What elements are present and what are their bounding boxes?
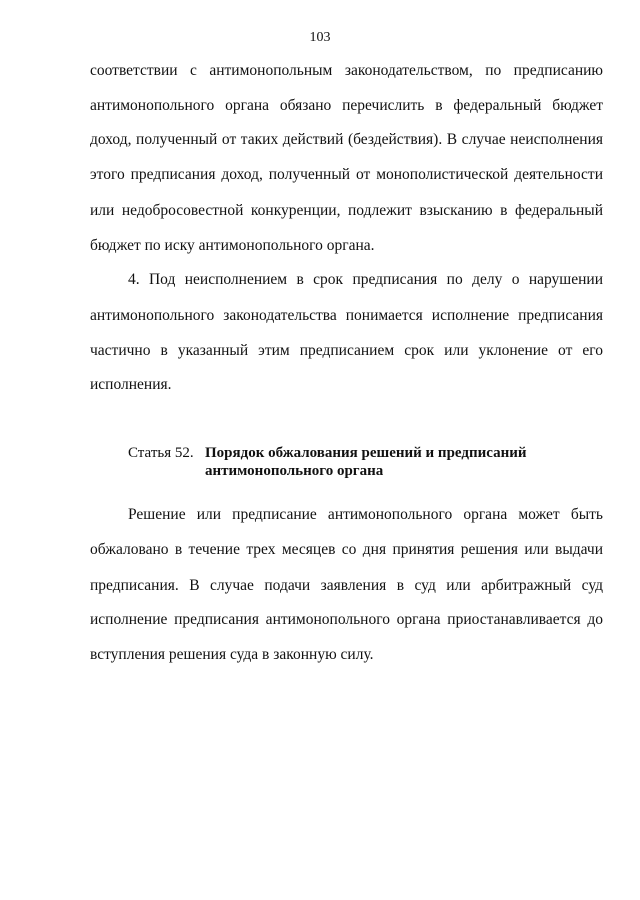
article-title-line-1: Порядок обжалования решений и предписаний bbox=[205, 445, 527, 461]
paragraph-3-line-3: предписания. В случае подачи заявления в суд или арбитражный суд bbox=[90, 577, 603, 594]
paragraph-2-line-3: частично в указанный этим предписанием срок или уклонение от его bbox=[90, 342, 603, 359]
paragraph-1-line-1: соответствии с антимонопольным законодательством, по предписанию bbox=[90, 62, 603, 79]
paragraph-3-line-2: обжаловано в течение трех месяцев со дня принятия решения или выдачи bbox=[90, 541, 603, 558]
paragraph-1-line-5: или недобросовестной конкуренции, подлежит взысканию в федеральный bbox=[90, 202, 603, 219]
paragraph-1-line-4: этого предписания доход, полученный от монополистической деятельности bbox=[90, 166, 603, 183]
article-title-line-2: антимонопольного органа bbox=[205, 463, 384, 479]
paragraph-2-line-2: антимонопольного законодательства понимается исполнение предписания bbox=[90, 307, 603, 324]
paragraph-3-line-4: исполнение предписания антимонопольного органа приостанавливается до bbox=[90, 611, 603, 628]
paragraph-1-line-6: бюджет по иску антимонопольного органа. bbox=[90, 237, 375, 254]
article-label: Статья 52. bbox=[128, 445, 194, 461]
page-number: 103 bbox=[309, 30, 331, 45]
paragraph-3-line-5: вступления решения суда в законную силу. bbox=[90, 646, 374, 663]
paragraph-1-line-2: антимонопольного органа обязано перечислить в федеральный бюджет bbox=[90, 97, 603, 114]
paragraph-1-line-3: доход, полученный от таких действий (бездействия). В случае неисполнения bbox=[90, 131, 603, 148]
paragraph-2-line-4: исполнения. bbox=[90, 376, 172, 393]
paragraph-3-line-1: Решение или предписание антимонопольного органа может быть bbox=[128, 506, 603, 523]
paragraph-2-line-1: 4. Под неисполнением в срок предписания по делу о нарушении bbox=[128, 271, 603, 288]
